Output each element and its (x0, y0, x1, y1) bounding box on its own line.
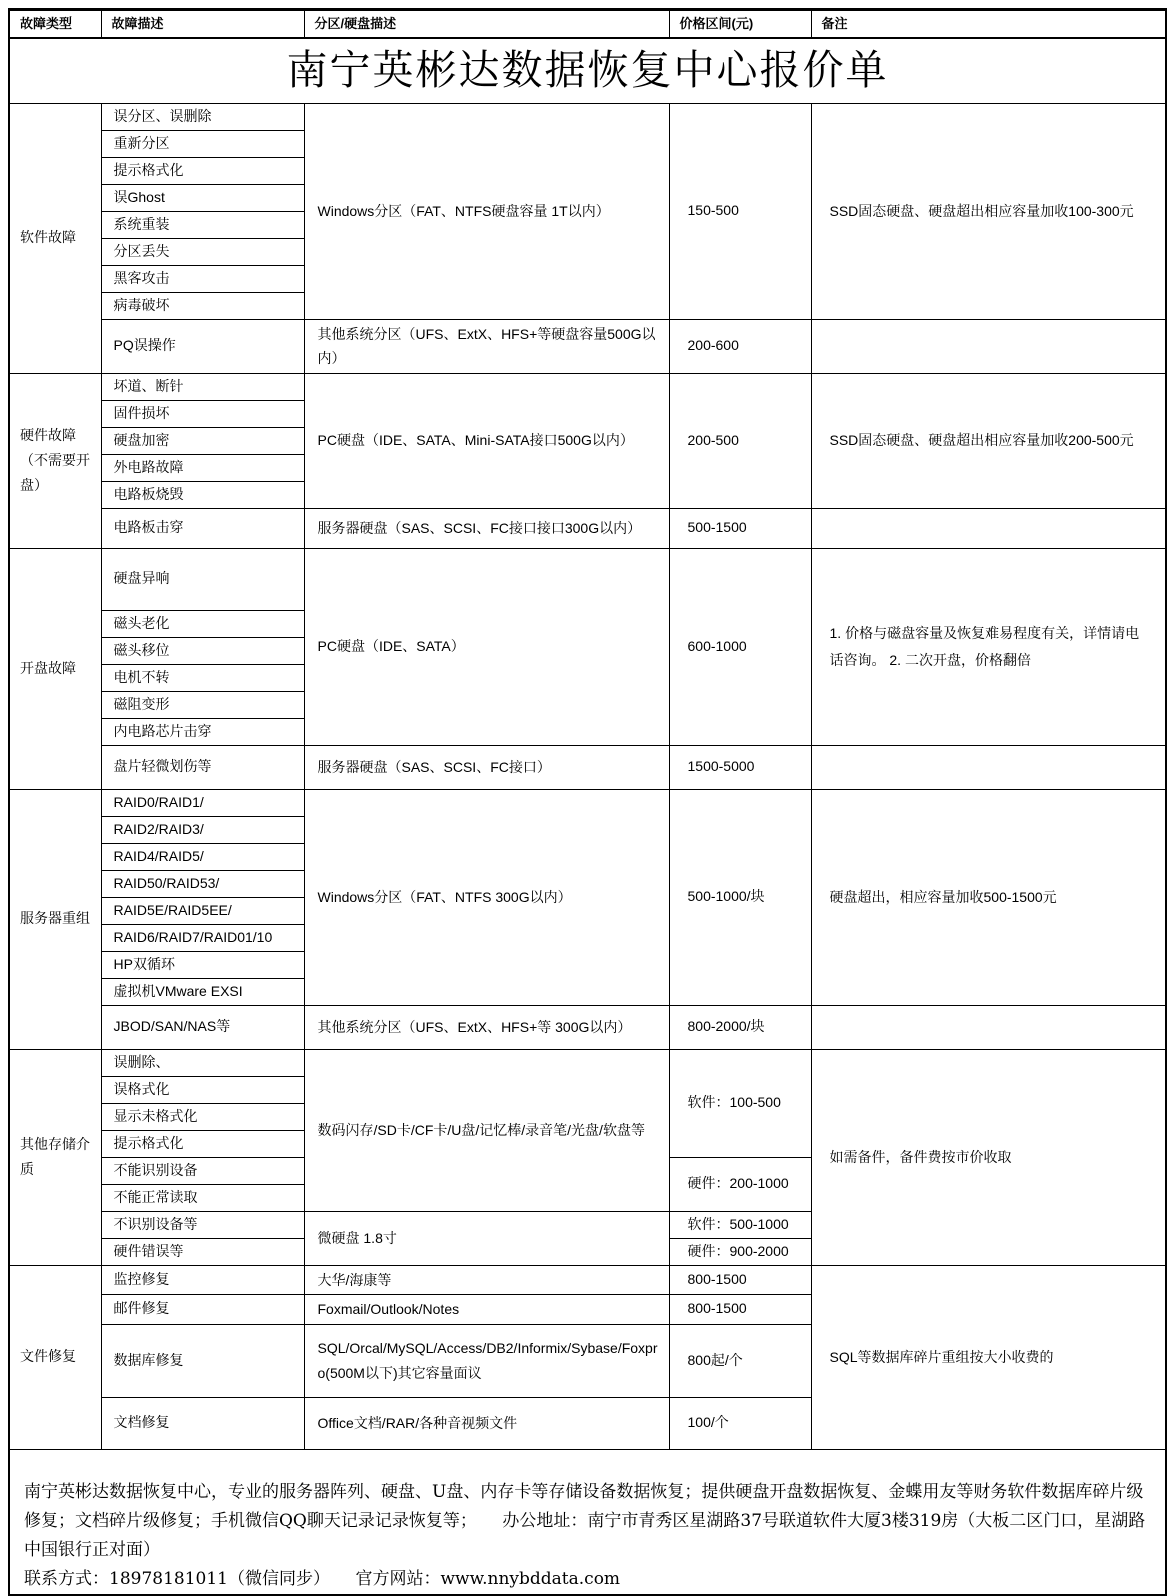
partition-desc-cell: 数码闪存/SD卡/CF卡/U盘/记忆棒/录音笔/光盘/软盘等 (304, 1049, 669, 1211)
partition-desc-cell: SQL/Orcal/MySQL/Access/DB2/Informix/Sybase/Foxpro(500M以下)其它容量面议 (304, 1324, 669, 1397)
price-cell: 800-1500 (669, 1265, 811, 1295)
fault-desc-cell: 系统重装 (101, 211, 304, 238)
price-cell: 200-500 (669, 373, 811, 508)
fault-desc-cell: 固件损坏 (101, 400, 304, 427)
fault-desc-cell: RAID6/RAID7/RAID01/10 (101, 924, 304, 951)
fault-desc-cell: 提示格式化 (101, 1130, 304, 1157)
partition-desc-cell: Office文档/RAR/各种音视频文件 (304, 1397, 669, 1449)
fault-desc-cell: 误分区、误删除 (101, 103, 304, 130)
partition-desc-cell: 微硬盘 1.8寸 (304, 1211, 669, 1265)
fault-desc-cell: RAID2/RAID3/ (101, 816, 304, 843)
price-cell: 600-1000 (669, 548, 811, 745)
note-cell (811, 508, 1166, 548)
note-cell: 硬盘超出，相应容量加收500-1500元 (811, 789, 1166, 1005)
fault-desc-cell: 显示未格式化 (101, 1103, 304, 1130)
fault-desc-cell: 电机不转 (101, 664, 304, 691)
partition-desc-cell: PC硬盘（IDE、SATA） (304, 548, 669, 745)
column-header-remark: 备注 (811, 10, 1166, 39)
price-cell: 硬件：200-1000 (669, 1157, 811, 1211)
note-cell (811, 319, 1166, 373)
partition-desc-cell: Windows分区（FAT、NTFS 300G以内） (304, 789, 669, 1005)
column-header-fault-desc: 故障描述 (101, 10, 304, 39)
fault-desc-cell: 不识别设备等 (101, 1211, 304, 1238)
partition-desc-cell: 服务器硬盘（SAS、SCSI、FC接口接口300G以内） (304, 508, 669, 548)
note-cell: SSD固态硬盘、硬盘超出相应容量加收100-300元 (811, 103, 1166, 319)
footer-contact: 联系方式：18978181011（微信同步） 官方网站：www.nnybddata.com (24, 1569, 621, 1590)
fault-desc-cell: 邮件修复 (101, 1295, 304, 1325)
fault-type-cell: 软件故障 (9, 103, 101, 373)
note-cell (811, 1005, 1166, 1049)
fault-desc-cell: 硬盘加密 (101, 427, 304, 454)
note-cell: SQL等数据库碎片重组按大小收费的 (811, 1265, 1166, 1449)
footer-about: 南宁英彬达数据恢复中心，专业的服务器阵列、硬盘、U盘、内存卡等存储设备数据恢复；提供硬盘开盘数据恢复、金蝶用友等财务软件数据库碎片级修复；文档碎片级修复；手机微信QQ聊天记录记录恢复等； 办公地址：南宁市青秀区星湖路37号联道软件大厦3楼319房（大板二区门口，星湖路中国银行正对面） (24, 1481, 1146, 1561)
fault-desc-cell: JBOD/SAN/NAS等 (101, 1005, 304, 1049)
fault-desc-cell: 分区丢失 (101, 238, 304, 265)
price-cell: 100/个 (669, 1397, 811, 1449)
fault-desc-cell: 外电路故障 (101, 454, 304, 481)
price-cell: 200-600 (669, 319, 811, 373)
column-header-fault-type: 故障类型 (9, 10, 101, 39)
footer-cell (9, 1449, 1166, 1595)
fault-desc-cell: PQ误操作 (101, 319, 304, 373)
price-cell: 800-1500 (669, 1295, 811, 1325)
price-cell: 500-1000/块 (669, 789, 811, 1005)
partition-desc-cell: Foxmail/Outlook/Notes (304, 1295, 669, 1325)
fault-desc-cell: 数据库修复 (101, 1324, 304, 1397)
fault-type-cell: 其他存储介质 (9, 1049, 101, 1265)
fault-desc-cell: 内电路芯片击穿 (101, 718, 304, 745)
fault-desc-cell: 虚拟机VMware EXSI (101, 978, 304, 1005)
fault-type-cell: 开盘故障 (9, 548, 101, 789)
fault-desc-cell: 误删除、 (101, 1049, 304, 1076)
note-cell (811, 745, 1166, 789)
fault-desc-cell: 磁头移位 (101, 637, 304, 664)
fault-desc-cell: 监控修复 (101, 1265, 304, 1295)
fault-desc-cell: 病毒破坏 (101, 292, 304, 319)
fault-desc-cell: 硬件错误等 (101, 1238, 304, 1265)
quotation-sheet (8, 8, 1165, 1596)
note-cell: 如需备件，备件费按市价收取 (811, 1049, 1166, 1265)
fault-type-cell: 服务器重组 (9, 789, 101, 1049)
fault-desc-cell: 磁阻变形 (101, 691, 304, 718)
fault-desc-cell: HP双循环 (101, 951, 304, 978)
fault-desc-cell: 重新分区 (101, 130, 304, 157)
price-cell: 500-1500 (669, 508, 811, 548)
fault-type-cell: 硬件故障（不需要开盘） (9, 373, 101, 548)
partition-desc-cell: 其他系统分区（UFS、ExtX、HFS+等 300G以内） (304, 1005, 669, 1049)
partition-desc-cell: 其他系统分区（UFS、ExtX、HFS+等硬盘容量500G以内） (304, 319, 669, 373)
price-table (8, 8, 1167, 1596)
price-cell: 硬件：900-2000 (669, 1238, 811, 1265)
fault-desc-cell: RAID0/RAID1/ (101, 789, 304, 816)
fault-type-cell: 文件修复 (9, 1265, 101, 1449)
fault-desc-cell: RAID5E/RAID5EE/ (101, 897, 304, 924)
column-header-price-range: 价格区间(元) (669, 10, 811, 39)
fault-desc-cell: 电路板击穿 (101, 508, 304, 548)
partition-desc-cell: 服务器硬盘（SAS、SCSI、FC接口） (304, 745, 669, 789)
price-cell: 软件：100-500 (669, 1049, 811, 1157)
partition-desc-cell: 大华/海康等 (304, 1265, 669, 1295)
partition-desc-cell: Windows分区（FAT、NTFS硬盘容量 1T以内） (304, 103, 669, 319)
price-cell: 软件：500-1000 (669, 1211, 811, 1238)
fault-desc-cell: 硬盘异响 (101, 548, 304, 610)
page-title: 南宁英彬达数据恢复中心报价单 (9, 38, 1166, 103)
fault-desc-cell: 黑客攻击 (101, 265, 304, 292)
fault-desc-cell: 误Ghost (101, 184, 304, 211)
price-cell: 150-500 (669, 103, 811, 319)
fault-desc-cell: 磁头老化 (101, 610, 304, 637)
fault-desc-cell: 电路板烧毁 (101, 481, 304, 508)
partition-desc-cell: PC硬盘（IDE、SATA、Mini-SATA接口500G以内） (304, 373, 669, 508)
note-cell: 1. 价格与磁盘容量及恢复难易程度有关，详情请电话咨询。 2. 二次开盘，价格翻倍 (811, 548, 1166, 745)
fault-desc-cell: 文档修复 (101, 1397, 304, 1449)
column-header-partition-desc: 分区/硬盘描述 (304, 10, 669, 39)
fault-desc-cell: 提示格式化 (101, 157, 304, 184)
note-cell: SSD固态硬盘、硬盘超出相应容量加收200-500元 (811, 373, 1166, 508)
fault-desc-cell: 误格式化 (101, 1076, 304, 1103)
fault-desc-cell: RAID50/RAID53/ (101, 870, 304, 897)
price-cell: 1500-5000 (669, 745, 811, 789)
fault-desc-cell: 坏道、断针 (101, 373, 304, 400)
fault-desc-cell: 不能正常读取 (101, 1184, 304, 1211)
fault-desc-cell: RAID4/RAID5/ (101, 843, 304, 870)
price-cell: 800起/个 (669, 1324, 811, 1397)
price-cell: 800-2000/块 (669, 1005, 811, 1049)
fault-desc-cell: 盘片轻微划伤等 (101, 745, 304, 789)
fault-desc-cell: 不能识别设备 (101, 1157, 304, 1184)
